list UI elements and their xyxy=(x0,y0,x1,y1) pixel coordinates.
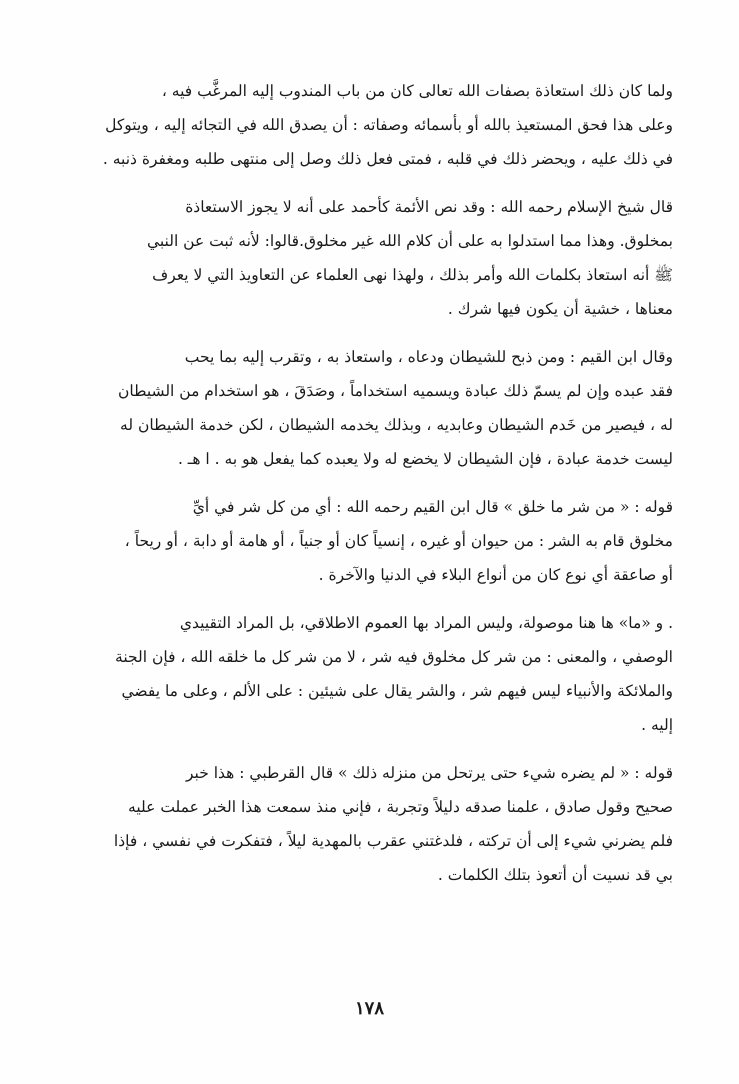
paragraph-al-qurtubi xyxy=(66,756,673,892)
text-line: فلم يضرني شيء إلى أن تركته ، فلدغتني عقرب بالمهدية ليلاً ، فتفكرت في نفسي ، فإذا xyxy=(113,832,673,850)
paragraph-ibn-al-qayyim xyxy=(66,340,673,476)
text-line: بمخلوق. وهذا مما استدلوا به على أن كلام الله غير مخلوق.قالوا: لأنه ثبت عن النبي xyxy=(146,232,673,250)
text-line: ليست خدمة عبادة ، فإن الشيطان لا يخضع له ولا يعبده كما يفعل هو به . ا هـ . xyxy=(177,450,673,468)
paragraph-isti-adha xyxy=(66,74,673,176)
text-line: والملائكة والأنبياء ليس فيهم شر ، والشر يقال على شيئين : على الألم ، وعلى ما يفضي xyxy=(121,682,673,700)
text-line: ﷺ أنه استعاذ بكلمات الله وأمر بذلك ، ولهذا نهى العلماء عن التعاويذ التي لا يعرف xyxy=(152,266,673,284)
page-number: ١٧٨ xyxy=(354,998,384,1019)
text-line: في ذلك عليه ، ويحضر ذلك في قلبه ، فمتى فعل ذلك وصل إلى منتهى طلبه ومغفرة ذنبه . xyxy=(102,150,673,168)
text-line: صحيح وقول صادق ، علمنا صدقه دليلاً وتجربة ، فإني منذ سمعت هذا الخبر عملت عليه xyxy=(128,798,673,816)
paragraph-ma-mawsula xyxy=(66,606,673,742)
text-line: قال شيخ الإسلام رحمه الله : وقد نص الأئمة كأحمد على أنه لا يجوز الاستعاذة xyxy=(185,198,673,216)
text-line: أو صاعقة أي نوع كان من أنواع البلاء في الدنيا والآخرة . xyxy=(318,566,673,584)
text-line: . و «ما» ها هنا موصولة، وليس المراد بها العموم الاطلاقي، بل المراد التقييدي xyxy=(179,614,673,632)
text-line: مخلوق قام به الشر : من حيوان أو غيره ، إنسياً كان أو جنياً ، أو هامة أو دابة ، أو ريحاً ، xyxy=(124,532,673,550)
paragraph-min-sharri-ma-khalaq xyxy=(66,490,673,592)
text-line: قوله : « من شر ما خلق » قال ابن القيم رحمه الله : أي من كل شر في أيِّ xyxy=(192,498,673,516)
text-line: الوصفي ، والمعنى : من شر كل مخلوق فيه شر ، لا من شر كل ما خلقه الله ، فإن الجنة xyxy=(115,648,673,666)
text-line: ولما كان ذلك استعاذة بصفات الله تعالى كان من باب المندوب إليه المرغَّب فيه ، xyxy=(161,82,673,100)
paragraph-sheikh-al-islam xyxy=(66,190,673,326)
text-line: وقال ابن القيم : ومن ذبح للشيطان ودعاه ، واستعاذ به ، وتقرب إليه بما يحب xyxy=(184,348,673,366)
text-line: قوله : « لم يضره شيء حتى يرتحل من منزله ذلك » قال القرطبي : هذا خبر xyxy=(186,764,673,782)
text-line: وعلى هذا فحق المستعيذ بالله أو بأسمائه وصفاته : أن يصدق الله في التجائه إليه ، ويتوكل xyxy=(105,116,673,134)
text-line: معناها ، خشية أن يكون فيها شرك . xyxy=(447,300,673,318)
text-line: فقد عبده وإن لم يسمّ ذلك عبادة ويسميه استخداماً ، وصَدَقَ ، هو استخدام من الشيطان xyxy=(118,382,673,400)
text-line: إليه . xyxy=(641,716,673,734)
text-line: بي قد نسيت أن أتعوذ بتلك الكلمات . xyxy=(437,866,673,884)
text-line: له ، فيصير من خَدم الشيطان وعابديه ، وبذلك يخدمه الشيطان ، لكن خدمة الشيطان له xyxy=(120,416,673,434)
